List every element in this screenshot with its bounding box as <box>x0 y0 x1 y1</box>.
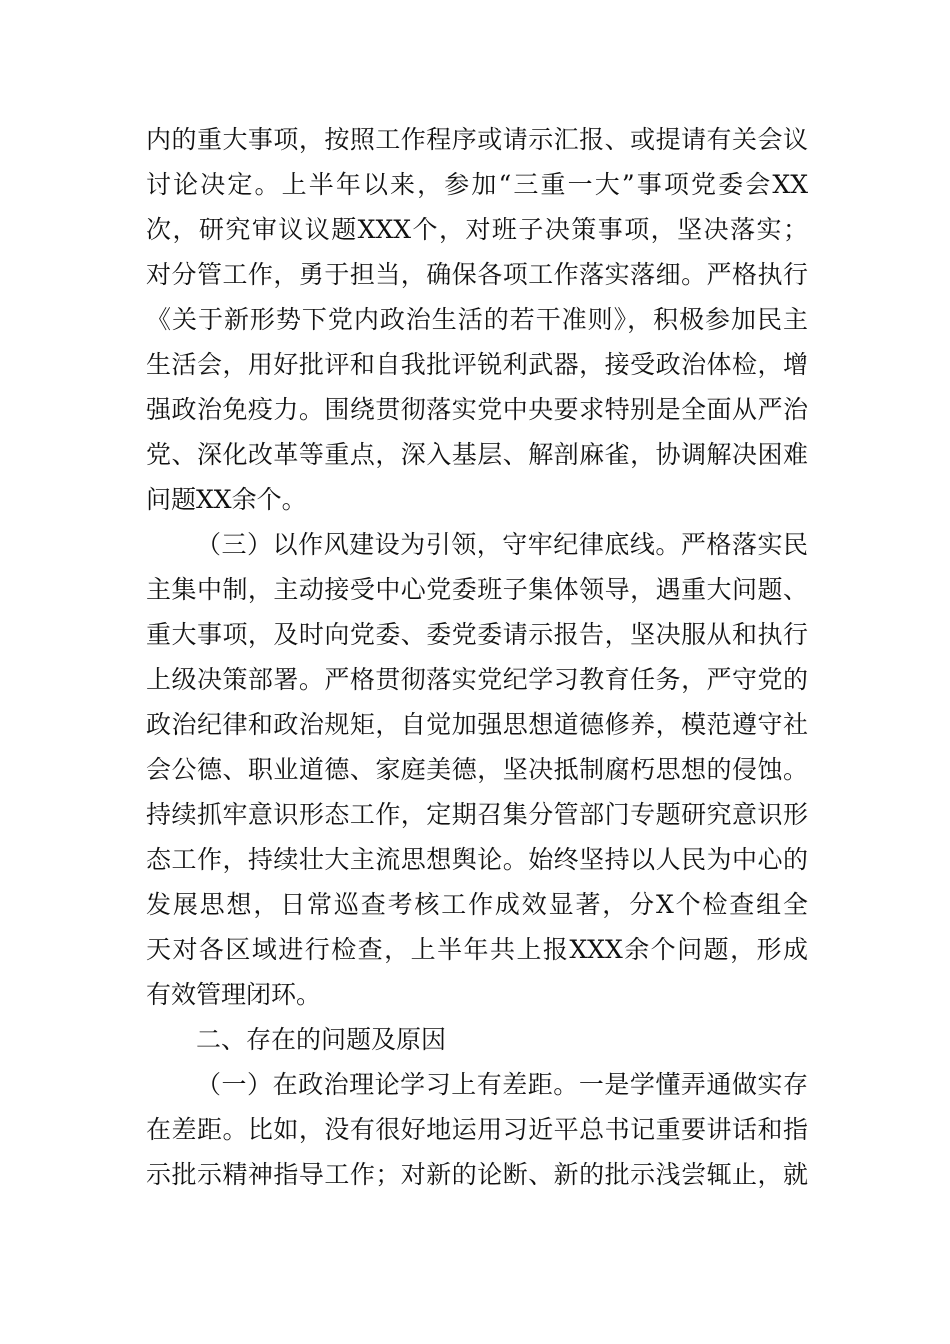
body-text-line: 内的重大事项，按照工作程序或请示汇报、或提请有关会议 <box>146 125 808 154</box>
body-text-line: 在差距。比如，没有很好地运用习近平总书记重要讲话和指 <box>146 1115 808 1144</box>
body-text-line: 态工作，持续壮大主流思想舆论。始终坚持以人民为中心的 <box>146 845 808 874</box>
paragraph-start-line: （一）在政治理论学习上有差距。一是学懂弄通做实存 <box>196 1070 808 1099</box>
body-text-line: 次，研究审议议题XXX个，对班子决策事项，坚决落实； <box>146 215 808 244</box>
body-text-line: 强政治免疫力。围绕贯彻落实党中央要求特别是全面从严治 <box>146 395 808 424</box>
body-text-line: 主集中制，主动接受中心党委班子集体领导，遇重大问题、 <box>146 575 808 604</box>
body-text-line: 会公德、职业道德、家庭美德，坚决抵制腐朽思想的侵蚀。 <box>146 755 808 784</box>
body-text-line: 问题XX余个。 <box>146 485 307 514</box>
body-text-line: 重大事项，及时向党委、委党委请示报告，坚决服从和执行 <box>146 620 808 649</box>
body-text-line: 政治纪律和政治规矩，自觉加强思想道德修养，模范遵守社 <box>146 710 808 739</box>
body-text-line: 有效管理闭环。 <box>146 980 322 1009</box>
body-text-line: 示批示精神指导工作；对新的论断、新的批示浅尝辄止，就 <box>146 1160 808 1189</box>
body-text-line: 《关于新形势下党内政治生活的若干准则》，积极参加民主 <box>146 305 808 334</box>
section-heading: 二、存在的问题及原因 <box>196 1025 447 1054</box>
body-text-line: 对分管工作，勇于担当，确保各项工作落实落细。严格执行 <box>146 260 808 289</box>
body-text-line: 持续抓牢意识形态工作，定期召集分管部门专题研究意识形 <box>146 800 808 829</box>
body-text-line: 党、深化改革等重点，深入基层、解剖麻雀，协调解决困难 <box>146 440 808 469</box>
paragraph-start-line: （三）以作风建设为引领，守牢纪律底线。严格落实民 <box>196 530 808 559</box>
body-text-line: 生活会，用好批评和自我批评锐利武器，接受政治体检，增 <box>146 350 808 379</box>
body-text-line: 发展思想，日常巡查考核工作成效显著，分X个检查组全 <box>146 890 808 919</box>
body-text-line: 讨论决定。上半年以来，参加“三重一大”事项党委会XX <box>146 170 808 199</box>
body-text-line: 天对各区域进行检查，上半年共上报XXX余个问题，形成 <box>146 935 808 964</box>
body-text-line: 上级决策部署。严格贯彻落实党纪学习教育任务，严守党的 <box>146 665 808 694</box>
